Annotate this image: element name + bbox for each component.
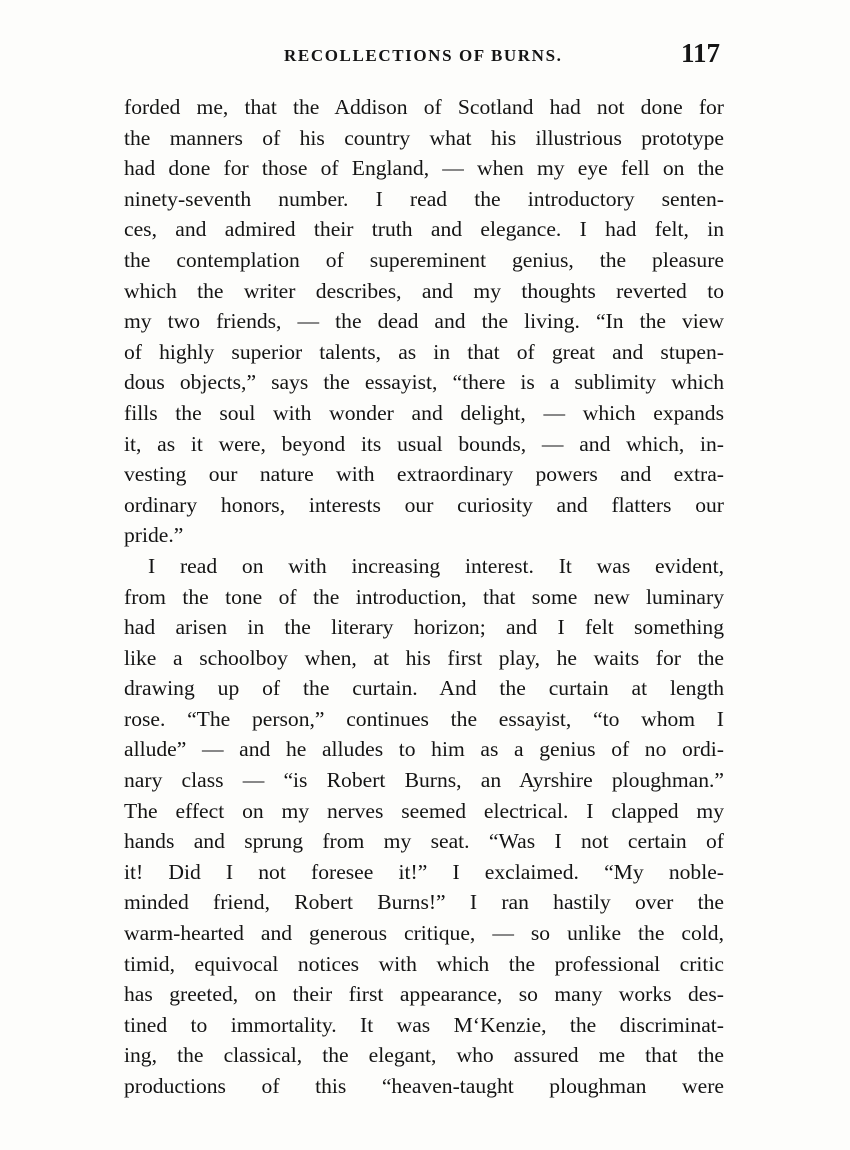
text-line: my two friends, — the dead and the living. “In the view bbox=[124, 309, 724, 334]
text-line: vesting our nature with extraordinary powers and extra- bbox=[124, 462, 724, 487]
text-line: which the writer describes, and my thoughts reverted to bbox=[124, 278, 724, 303]
text-line: minded friend, Robert Burns!” I ran hastily over the bbox=[124, 890, 724, 915]
running-head bbox=[124, 38, 724, 74]
text-line: rose. “The person,” continues the essayist, “to whom I bbox=[124, 706, 724, 731]
text-line: hands and sprung from my seat. “Was I not certain of bbox=[124, 829, 724, 854]
text-line: productions of this “heaven-taught ploughman were bbox=[124, 1074, 724, 1098]
text-line: nary class — “is Robert Burns, an Ayrshire ploughman.” bbox=[124, 768, 724, 793]
text-line: timid, equivocal notices with which the professional critic bbox=[124, 951, 724, 976]
text-line: tined to immortality. It was M‘Kenzie, the discriminat- bbox=[124, 1012, 724, 1037]
text-line: dous objects,” says the essayist, “there is a sublimity which bbox=[124, 370, 724, 395]
text-line: had arisen in the literary horizon; and I felt something bbox=[124, 615, 724, 640]
text-line: fills the soul with wonder and delight, — which expands bbox=[124, 400, 724, 425]
text-line: it! Did I not foresee it!” I exclaimed. “My noble- bbox=[124, 859, 724, 884]
text-line: ces, and admired their truth and elegance. I had felt, in bbox=[124, 217, 724, 242]
text-line: had done for those of England, — when my eye fell on the bbox=[124, 156, 724, 181]
text-line: The effect on my nerves seemed electrical. I clapped my bbox=[124, 798, 724, 823]
text-line: it, as it were, beyond its usual bounds, — and which, in- bbox=[124, 431, 724, 456]
text-line: I read on with increasing interest. It was evident, bbox=[148, 553, 724, 578]
text-line: has greeted, on their first appearance, so many works des- bbox=[124, 982, 724, 1007]
text-line: the contemplation of supereminent genius, the pleasure bbox=[124, 247, 724, 272]
text-line: from the tone of the introduction, that some new luminary bbox=[124, 584, 724, 609]
text-line: pride.” bbox=[124, 523, 184, 548]
text-line: ninety-seventh number. I read the introductory senten- bbox=[124, 186, 724, 211]
text-line: drawing up of the curtain. And the curtain at length bbox=[124, 676, 724, 701]
body-text bbox=[124, 92, 724, 1102]
text-line: of highly superior talents, as in that of great and stupen- bbox=[124, 339, 724, 364]
page-number: 117 bbox=[680, 38, 720, 68]
text-line: like a schoolboy when, at his first play, he waits for the bbox=[124, 645, 724, 670]
text-line: ing, the classical, the elegant, who assured me that the bbox=[124, 1043, 724, 1068]
text-line: forded me, that the Addison of Scotland had not done for bbox=[124, 95, 724, 119]
text-line: warm-hearted and generous critique, — so unlike the cold, bbox=[124, 921, 724, 946]
text-line: allude” — and he alludes to him as a genius of no ordi- bbox=[124, 737, 724, 762]
text-line: the manners of his country what his illustrious prototype bbox=[124, 125, 724, 150]
running-title: RECOLLECTIONS OF BURNS. bbox=[284, 46, 563, 65]
text-line: ordinary honors, interests our curiosity and flatters our bbox=[124, 492, 724, 517]
